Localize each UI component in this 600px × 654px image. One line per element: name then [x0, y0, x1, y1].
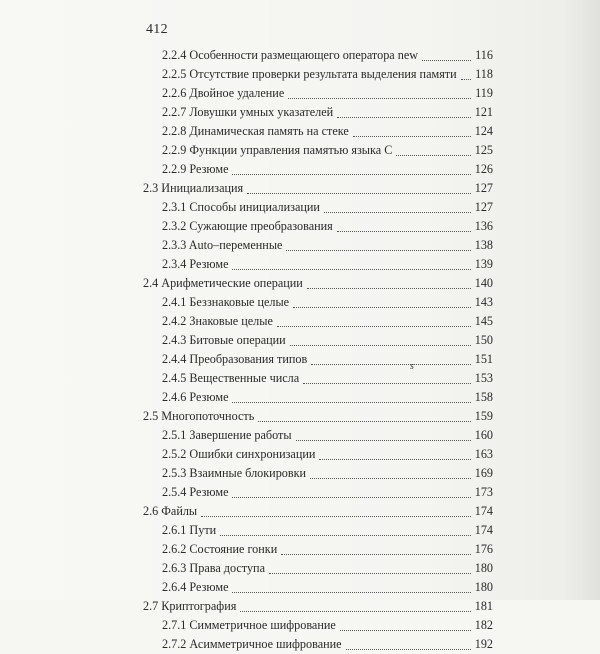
toc-dot-leader	[324, 212, 471, 213]
toc-entry-title: 2.4.6 Резюме	[162, 390, 229, 404]
toc-subsection-entry	[143, 521, 493, 540]
toc-entry-page: 180	[474, 580, 493, 594]
toc-entry-title: 2.6.4 Резюме	[162, 580, 229, 594]
toc-dot-leader	[353, 136, 471, 137]
toc-entry-title: 2.4.4 Преобразования типов	[162, 352, 308, 366]
toc-entry-title: 2.5 Многопоточность	[143, 409, 255, 423]
toc-entry-page: 159	[474, 409, 493, 423]
toc-entry-page: 124	[474, 124, 493, 138]
toc-entry-title: 2.6.2 Состояние гонки	[162, 542, 278, 556]
toc-entry-page: 181	[474, 599, 493, 613]
toc-subsection-entry	[143, 616, 493, 635]
toc-subsection-entry	[143, 293, 493, 312]
toc-subsection-entry	[143, 84, 493, 103]
toc-entry-page: 174	[474, 523, 493, 537]
toc-subsection-entry	[143, 445, 493, 464]
toc-entry-title: 2.4.5 Вещественные числа	[162, 371, 300, 385]
toc-entry-page: 127	[474, 200, 493, 214]
toc-subsection-entry	[143, 65, 493, 84]
toc-subsection-entry	[143, 388, 493, 407]
toc-entry-title: 2.7.2 Асимметричное шифрование	[162, 637, 342, 651]
toc-dot-leader	[307, 288, 471, 289]
toc-dot-leader	[296, 440, 471, 441]
toc-dot-leader	[240, 611, 470, 612]
toc-entry-title: 2.3.2 Сужающие преобразования	[162, 219, 333, 233]
toc-entry-page: 145	[474, 314, 493, 328]
toc-dot-leader	[293, 307, 471, 308]
toc-entry-title: 2.5.4 Резюме	[162, 485, 229, 499]
toc-dot-leader	[290, 345, 471, 346]
toc-subsection-entry	[143, 141, 493, 160]
toc-dot-leader	[232, 592, 470, 593]
toc-subsection-entry	[143, 312, 493, 331]
toc-entry-title: 2.2.8 Динамическая память на стеке	[162, 124, 349, 138]
toc-dot-leader	[232, 174, 470, 175]
toc-entry-title: 2.4.1 Беззнаковые целые	[162, 295, 290, 309]
toc-subsection-entry	[143, 46, 493, 65]
toc-entry-title: 2.3.4 Резюме	[162, 257, 229, 271]
toc-dot-leader	[247, 193, 471, 194]
toc-entry-page: 151	[474, 352, 493, 366]
toc-dot-leader	[319, 459, 470, 460]
toc-entry-title: 2.4.3 Битовые операции	[162, 333, 286, 347]
toc-dot-leader	[201, 516, 471, 517]
toc-dot-leader	[232, 402, 470, 403]
toc-subsection-entry	[143, 483, 493, 502]
toc-entry-title: 2.3 Инициализация	[143, 181, 244, 195]
toc-entry-page: 136	[474, 219, 493, 233]
toc-entry-title: 2.4 Арифметические операции	[143, 276, 303, 290]
toc-subsection-entry	[143, 369, 493, 388]
toc-dot-leader	[269, 573, 471, 574]
toc-entry-page: 176	[474, 542, 493, 556]
toc-entry-title: 2.4.2 Знаковые целые	[162, 314, 273, 328]
toc-entry-page: 125	[474, 143, 493, 157]
toc-subsection-entry	[143, 103, 493, 122]
toc-dot-leader	[337, 117, 471, 118]
toc-entry-title: 2.2.7 Ловушки умных указателей	[162, 105, 334, 119]
toc-subsection-entry	[143, 350, 493, 369]
toc-entry-title: 2.6.3 Права доступа	[162, 561, 265, 575]
toc-dot-leader	[303, 383, 471, 384]
toc-entry-page: 182	[474, 618, 493, 632]
toc-subsection-entry	[143, 160, 493, 179]
toc-entry-page: 127	[474, 181, 493, 195]
toc-section-entry	[143, 502, 493, 521]
toc-entry-page: 163	[474, 447, 493, 461]
toc-entry-page: 158	[474, 390, 493, 404]
toc-entry-page: 173	[474, 485, 493, 499]
toc-subsection-entry	[143, 464, 493, 483]
toc-entry-title: 2.2.9 Резюме	[162, 162, 229, 176]
toc-dot-leader	[337, 231, 471, 232]
stray-pen-mark: s	[410, 361, 414, 372]
toc-entry-title: 2.6 Файлы	[143, 504, 198, 518]
toc-subsection-entry	[143, 426, 493, 445]
toc-entry-page: 121	[474, 105, 493, 119]
toc-dot-leader	[346, 649, 471, 650]
toc-entry-title: 2.2.5 Отсутствие проверки результата выделения памяти	[162, 67, 457, 81]
toc-entry-page: 139	[474, 257, 493, 271]
toc-entry-page: 138	[474, 238, 493, 252]
toc-section-entry	[143, 179, 493, 198]
toc-entry-page: 116	[475, 48, 493, 62]
toc-section-entry	[143, 407, 493, 426]
toc-entry-title: 2.5.2 Ошибки синхронизации	[162, 447, 316, 461]
toc-dot-leader	[461, 79, 472, 80]
toc-entry-title: 2.5.1 Завершение работы	[162, 428, 292, 442]
toc-subsection-entry	[143, 578, 493, 597]
toc-dot-leader	[258, 421, 470, 422]
toc-entry-page: 118	[475, 67, 493, 81]
toc-entry-title: 2.7.1 Симметричное шифрование	[162, 618, 336, 632]
toc-entry-page: 192	[474, 637, 493, 651]
toc-dot-leader	[288, 98, 471, 99]
toc-entry-page: 119	[475, 86, 493, 100]
toc-entry-title: 2.2.6 Двойное удаление	[162, 86, 285, 100]
toc-entry-page: 153	[474, 371, 493, 385]
toc-entry-page: 174	[474, 504, 493, 518]
toc-subsection-entry	[143, 122, 493, 141]
toc-entry-title: 2.3.3 Auto–переменные	[162, 238, 283, 252]
toc-dot-leader	[310, 478, 471, 479]
table-of-contents	[143, 46, 493, 654]
toc-dot-leader	[281, 554, 470, 555]
toc-entry-title: 2.3.1 Способы инициализации	[162, 200, 320, 214]
page-spine-shadow	[564, 0, 600, 600]
toc-dot-leader	[232, 269, 470, 270]
toc-subsection-entry	[143, 198, 493, 217]
toc-dot-leader	[340, 630, 471, 631]
toc-entry-page: 169	[474, 466, 493, 480]
toc-entry-page: 140	[474, 276, 493, 290]
toc-entry-page: 126	[474, 162, 493, 176]
toc-dot-leader	[232, 497, 470, 498]
page-number: 412	[146, 22, 168, 37]
toc-dot-leader	[286, 250, 470, 251]
toc-dot-leader	[311, 364, 470, 365]
toc-subsection-entry	[143, 255, 493, 274]
toc-entry-page: 180	[474, 561, 493, 575]
toc-subsection-entry	[143, 217, 493, 236]
toc-dot-leader	[277, 326, 471, 327]
toc-entry-title: 2.2.4 Особенности размещающего оператора new	[162, 48, 419, 62]
toc-dot-leader	[396, 155, 470, 156]
toc-section-entry	[143, 274, 493, 293]
toc-dot-leader	[422, 60, 471, 61]
toc-subsection-entry	[143, 331, 493, 350]
toc-subsection-entry	[143, 236, 493, 255]
toc-entry-title: 2.6.1 Пути	[162, 523, 217, 537]
toc-subsection-entry	[143, 559, 493, 578]
toc-entry-title: 2.7 Криптография	[143, 599, 237, 613]
toc-entry-page: 143	[474, 295, 493, 309]
toc-subsection-entry	[143, 635, 493, 654]
toc-entry-title: 2.5.3 Взаимные блокировки	[162, 466, 307, 480]
toc-entry-page: 160	[474, 428, 493, 442]
toc-entry-page: 150	[474, 333, 493, 347]
toc-entry-title: 2.2.9 Функции управления памятью языка C	[162, 143, 393, 157]
toc-dot-leader	[220, 535, 471, 536]
toc-subsection-entry	[143, 540, 493, 559]
